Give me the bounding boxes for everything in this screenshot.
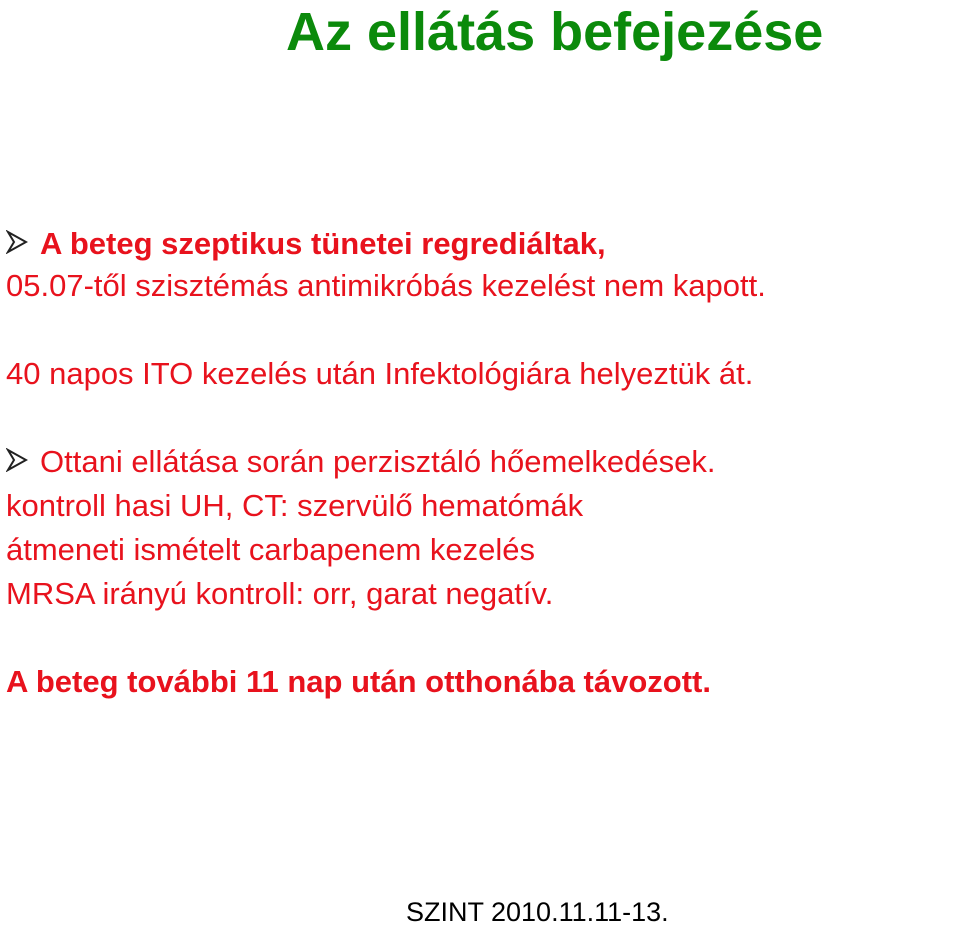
closing-line: A beteg további 11 nap után otthonába távozott.	[6, 664, 711, 699]
arrowhead-bullet-icon	[6, 444, 40, 472]
section1-line1	[6, 224, 606, 264]
section1-line1-text: A beteg szeptikus tünetei regrediáltak,	[40, 226, 606, 261]
section2-line1	[6, 442, 715, 482]
section1-line2: 05.07-től szisztémás antimikróbás kezelést nem kapott.	[6, 268, 766, 303]
section2-line4: MRSA irányú kontroll: orr, garat negatív.	[6, 576, 554, 611]
arrowhead-bullet-icon	[6, 226, 40, 254]
section2-line2: kontroll hasi UH, CT: szervülő hematómák	[6, 488, 584, 523]
section1-line3: 40 napos ITO kezelés után Infektológiára helyeztük át.	[6, 356, 754, 391]
section2-line1-text: Ottani ellátása során perzisztáló hőemelkedések.	[40, 444, 716, 479]
page-title: Az ellátás befejezése	[286, 2, 824, 62]
conference-footer: SZINT 2010.11.11-13.	[406, 897, 669, 927]
section2-line3: átmeneti ismételt carbapenem kezelés	[6, 532, 535, 567]
